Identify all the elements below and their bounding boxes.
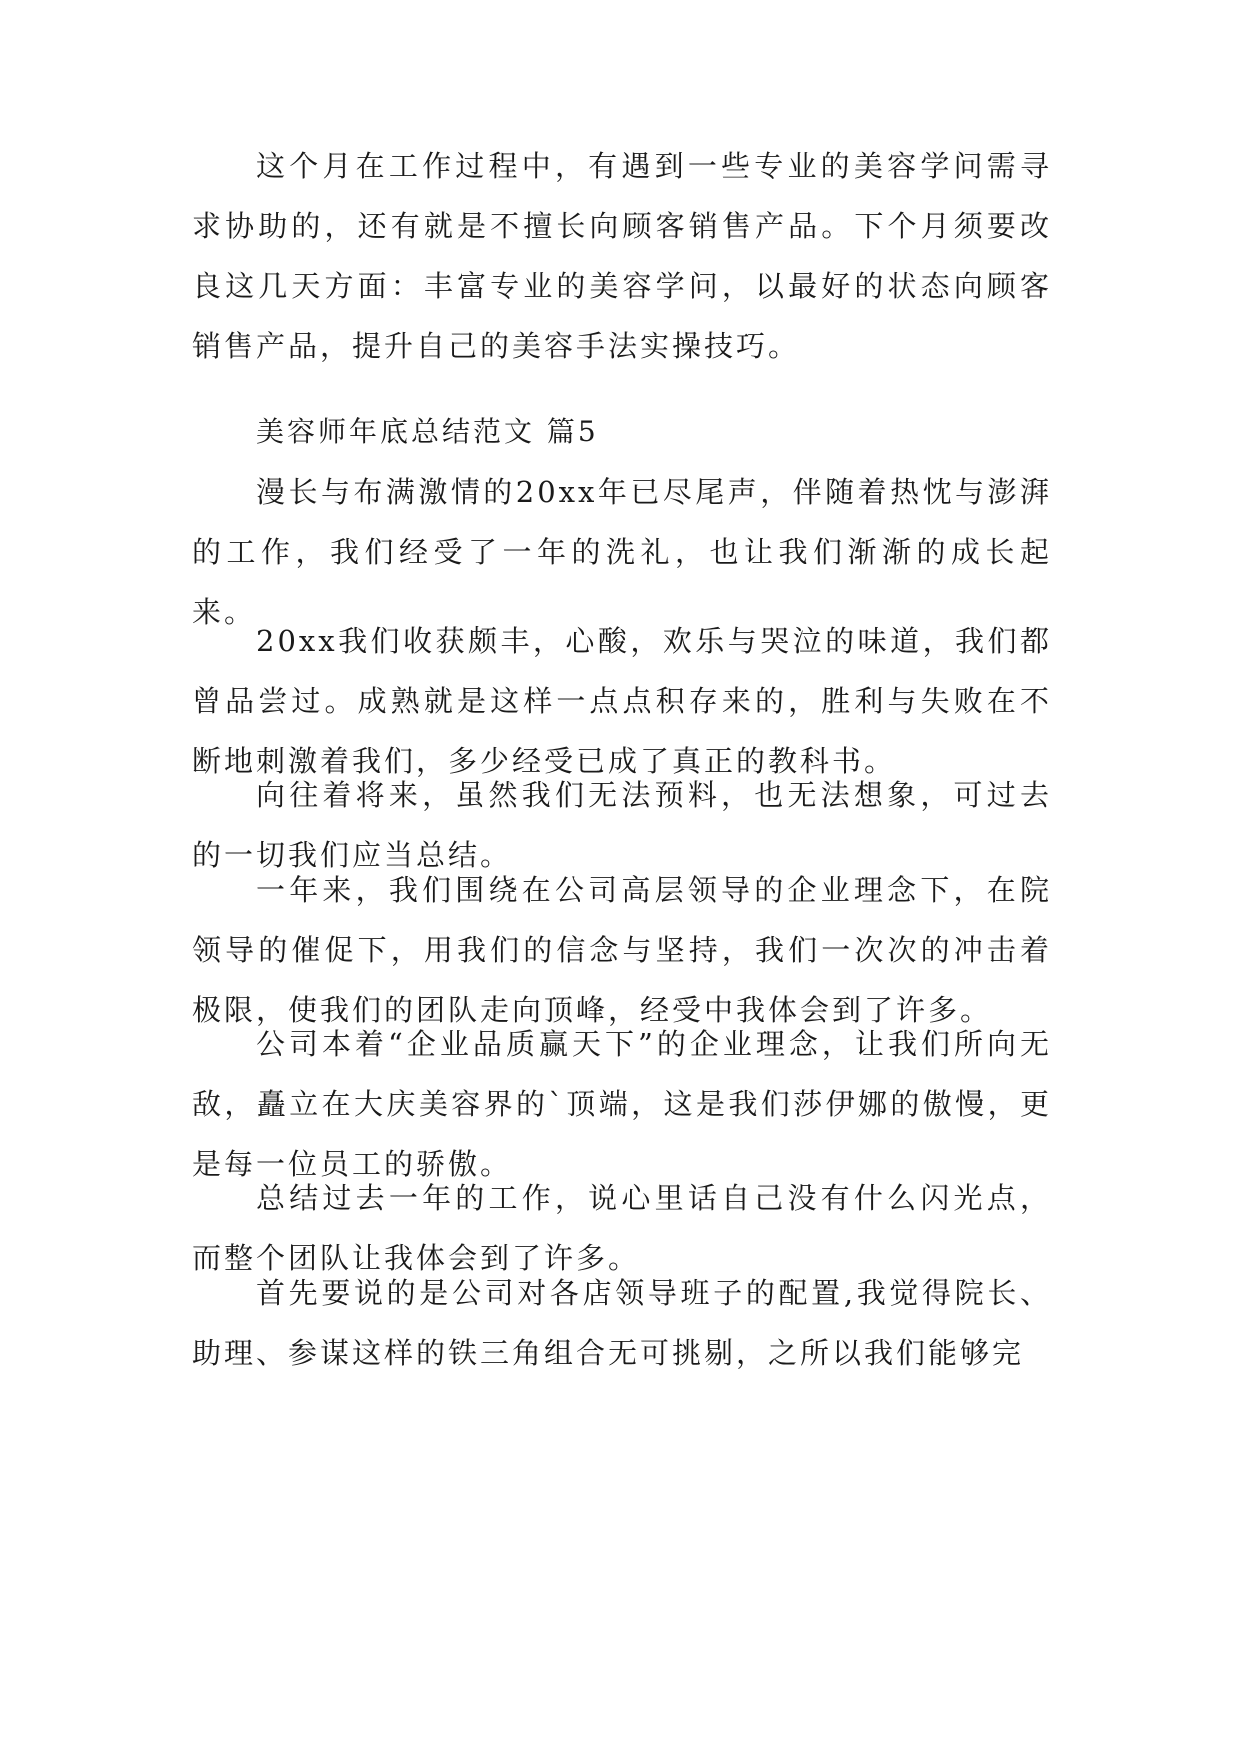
paragraph-work-issues: 这个月在工作过程中，有遇到一些专业的美容学问需寻求协助的，还有就是不擅长向顾客销售产品。下个月须要改良这几天方面：丰富专业的美容学问，以最好的状态向顾客销售产品，提升自己的美容手法实操技巧。 [192,149,1052,363]
paragraph-1: 漫长与布满激情的20xx年已尽尾声，伴随着热忱与澎湃的工作，我们经受了一年的洗礼，也让我们渐渐的成长起来。 [192,475,1052,629]
paragraph-6: 总结过去一年的工作，说心里话自己没有什么闪光点，而整个团队让我体会到了许多。 [192,1181,1052,1275]
paragraph-4: 一年来，我们围绕在公司高层领导的企业理念下，在院领导的催促下，用我们的信念与坚持，我们一次次的冲击着极限，使我们的团队走向顶峰，经受中我体会到了许多。 [192,873,1052,1027]
paragraph-3: 向往着将来，虽然我们无法预料，也无法想象，可过去的一切我们应当总结。 [192,778,1052,872]
section-heading: 美容师年底总结范文 篇5 [256,415,599,448]
paragraph-5: 公司本着“企业品质赢天下”的企业理念，让我们所向无敌，矗立在大庆美容界的`顶端，这是我们莎伊娜的傲慢，更是每一位员工的骄傲。 [192,1027,1052,1181]
paragraph-7: 首先要说的是公司对各店领导班子的配置,我觉得院长、助理、参谋这样的铁三角组合无可挑剔，之所以我们能够完 [192,1276,1052,1370]
paragraph-2: 20xx我们收获颇丰，心酸，欢乐与哭泣的味道，我们都曾品尝过。成熟就是这样一点点积存来的，胜利与失败在不断地刺激着我们，多少经受已成了真正的教科书。 [192,624,1052,778]
